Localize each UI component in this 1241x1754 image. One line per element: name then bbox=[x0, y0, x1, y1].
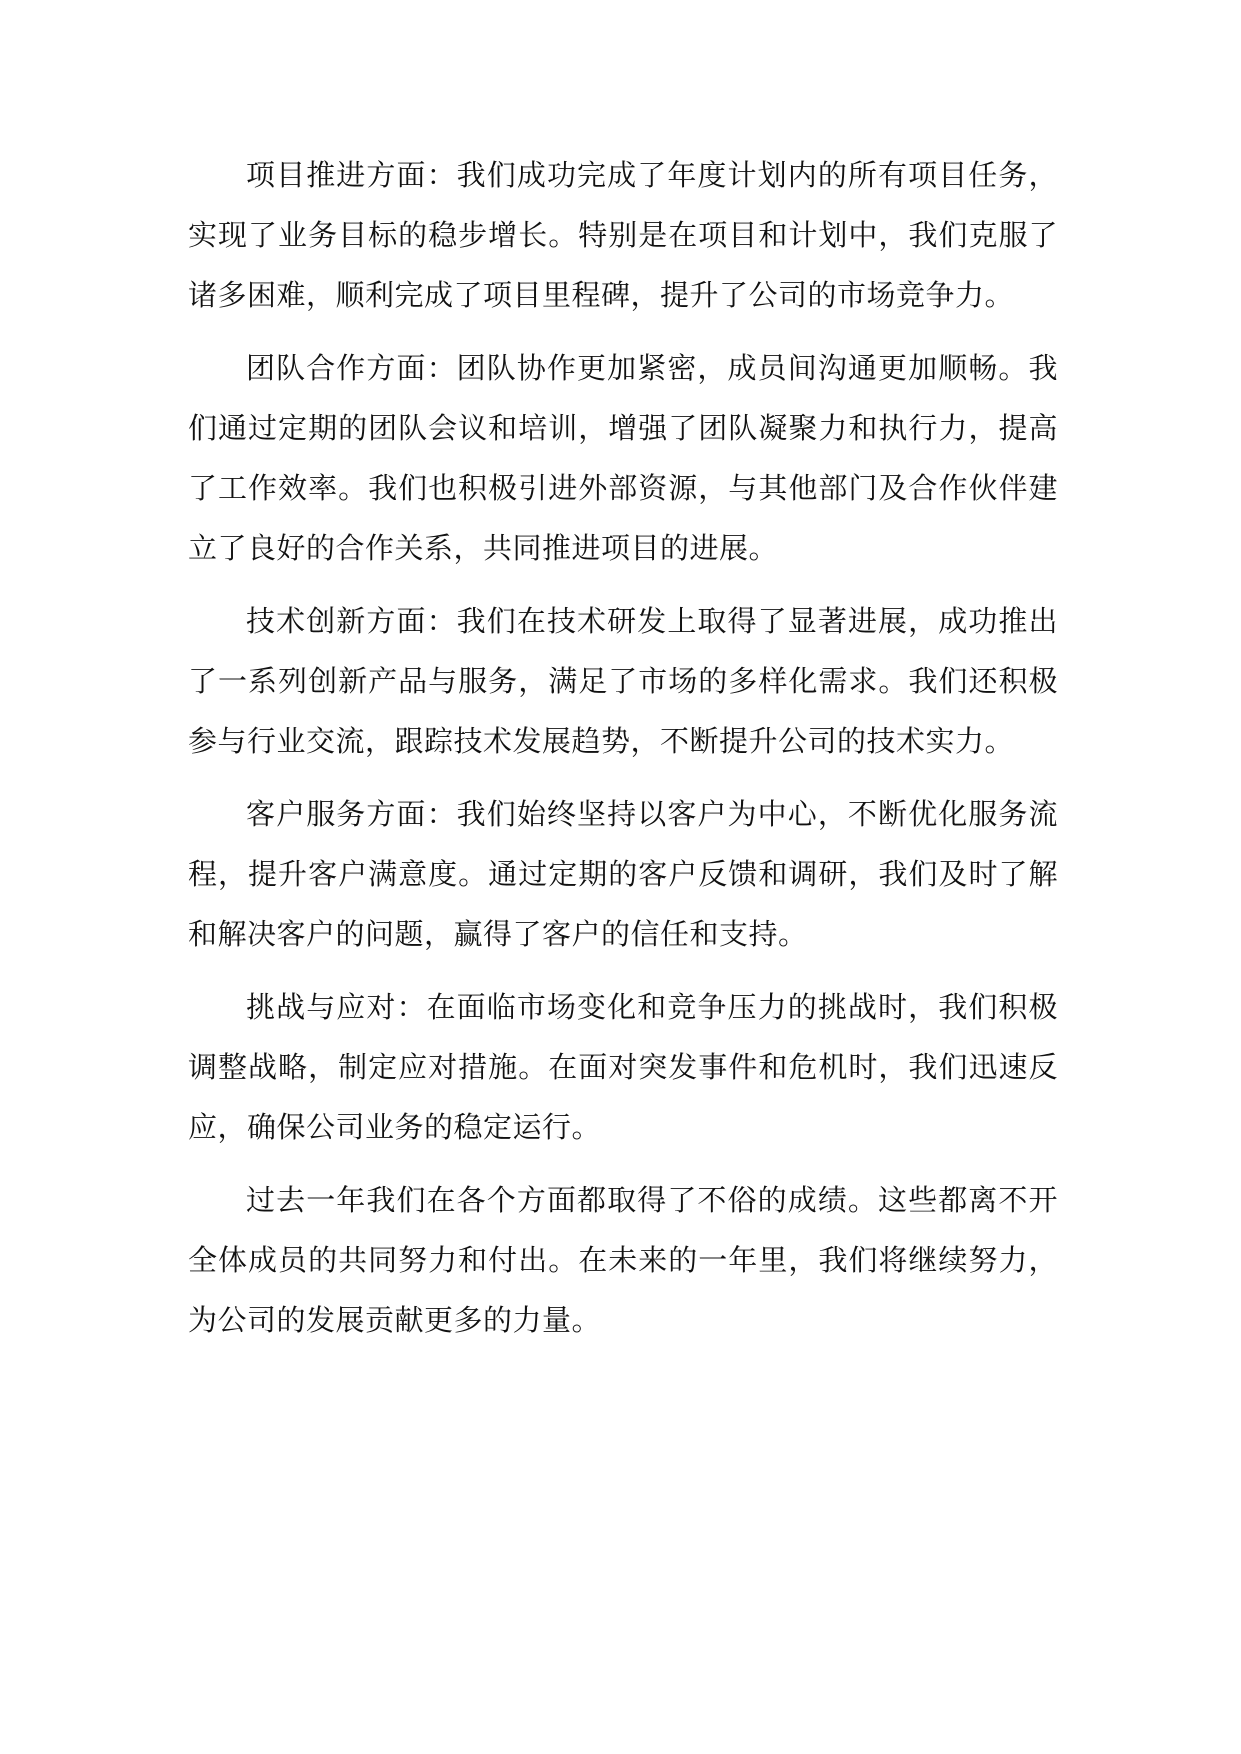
paragraph-teamwork: 团队合作方面：团队协作更加紧密，成员间沟通更加顺畅。我们通过定期的团队会议和培训，增强了团队凝聚力和执行力，提高了工作效率。我们也积极引进外部资源，与其他部门及合作伙伴建立了良好的合作关系，共同推进项目的进展。 bbox=[188, 351, 1058, 565]
paragraph-customer-service: 客户服务方面：我们始终坚持以客户为中心，不断优化服务流程，提升客户满意度。通过定期的客户反馈和调研，我们及时了解和解决客户的问题，赢得了客户的信任和支持。 bbox=[188, 797, 1058, 951]
paragraph-challenges: 挑战与应对：在面临市场变化和竞争压力的挑战时，我们积极调整战略，制定应对措施。在面对突发事件和危机时，我们迅速反应，确保公司业务的稳定运行。 bbox=[188, 990, 1058, 1144]
paragraph-tech-innovation: 技术创新方面：我们在技术研发上取得了显著进展，成功推出了一系列创新产品与服务，满足了市场的多样化需求。我们还积极参与行业交流，跟踪技术发展趋势，不断提升公司的技术实力。 bbox=[188, 604, 1058, 758]
body-text bbox=[188, 145, 1058, 1363]
paragraph-project-progress: 项目推进方面：我们成功完成了年度计划内的所有项目任务，实现了业务目标的稳步增长。特别是在项目和计划中，我们克服了诸多困难，顺利完成了项目里程碑，提升了公司的市场竞争力。 bbox=[188, 158, 1058, 312]
paragraph-conclusion: 过去一年我们在各个方面都取得了不俗的成绩。这些都离不开全体成员的共同努力和付出。在未来的一年里，我们将继续努力，为公司的发展贡献更多的力量。 bbox=[188, 1183, 1058, 1337]
